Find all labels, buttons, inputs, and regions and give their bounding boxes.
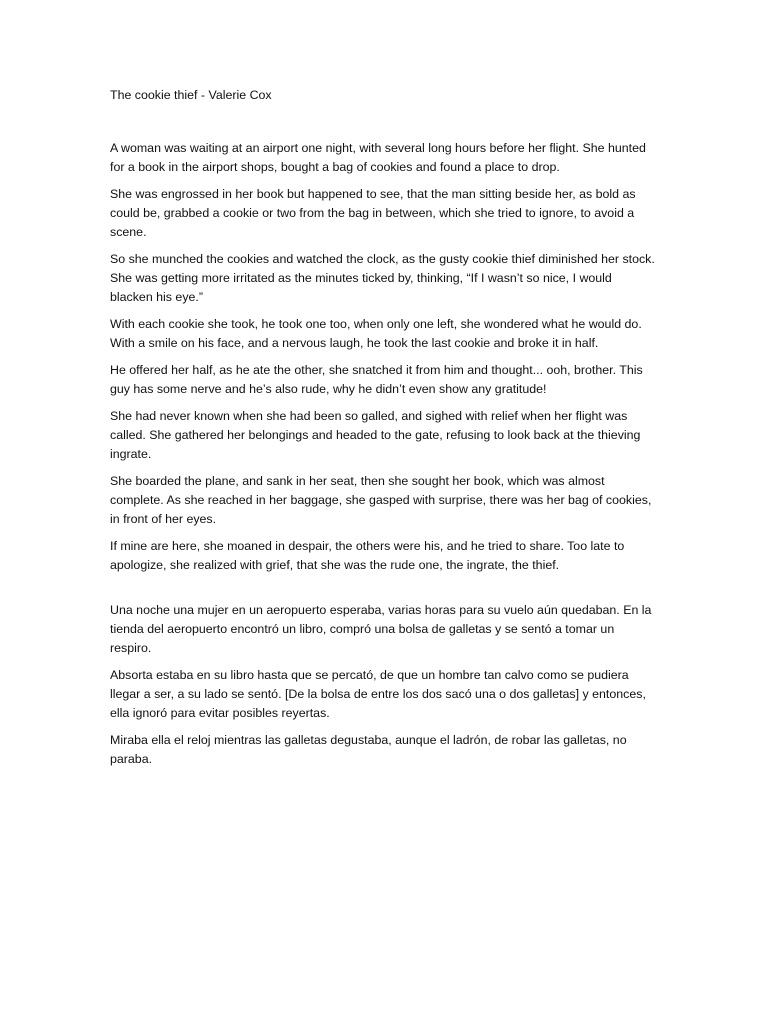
english-paragraph: She was engrossed in her book but happened to see, that the man sitting beside her, as bold as could be, grabbed a cookie or two from the bag in between, which she tried to ignore, to avoid a scene. (110, 187, 636, 239)
english-paragraph: So she munched the cookies and watched the clock, as the gusty cookie thief diminished her stock. She was getting more irritated as the minutes ticked by, thinking, “If I wasn’t so nice, I would blacken his eye.” (110, 252, 655, 304)
english-paragraph: She boarded the plane, and sank in her seat, then she sought her book, which was almost complete. As she reached in her baggage, she gasped with surprise, there was her bag of cookies, in front of her eyes. (110, 474, 652, 526)
document-title: The cookie thief - Valerie Cox (110, 88, 272, 102)
document-page (110, 86, 655, 777)
spanish-paragraph: Miraba ella el reloj mientras las galletas degustaba, aunque el ladrón, de robar las galletas, no paraba. (110, 733, 627, 766)
english-paragraph: With each cookie she took, he took one too, when only one left, she wondered what he would do. With a smile on his face, and a nervous laugh, he took the last cookie and broke it in half. (110, 317, 642, 350)
english-poem (110, 139, 655, 575)
spanish-paragraph: Una noche una mujer en un aeropuerto esperaba, varias horas para su vuelo aún quedaban. En la tienda del aeropuerto encontró un libro, compró una bolsa de galletas y se sentó a tomar un respiro. (110, 603, 652, 655)
spanish-paragraph: Absorta estaba en su libro hasta que se percató, de que un hombre tan calvo como se pudiera llegar a ser, a su lado se sentó. [De la bolsa de entre los dos sacó una o dos galletas] y entonces, ella ignoró para evitar posibles reyertas. (110, 668, 646, 720)
english-paragraph: He offered her half, as he ate the other, she snatched it from him and thought... ooh, brother. This guy has some nerve and he’s also rude, why he didn’t even show any gratitude! (110, 363, 643, 396)
english-paragraph: She had never known when she had been so galled, and sighed with relief when her flight was called. She gathered her belongings and headed to the gate, refusing to look back at the thieving ingrate. (110, 409, 641, 461)
english-paragraph: If mine are here, she moaned in despair, the others were his, and he tried to share. Too late to apologize, she realized with grief, that she was the rude one, the ingrate, the thief. (110, 539, 625, 572)
english-paragraph: A woman was waiting at an airport one night, with several long hours before her flight. She hunted for a book in the airport shops, bought a bag of cookies and found a place to drop. (110, 141, 646, 174)
spanish-poem (110, 601, 655, 769)
